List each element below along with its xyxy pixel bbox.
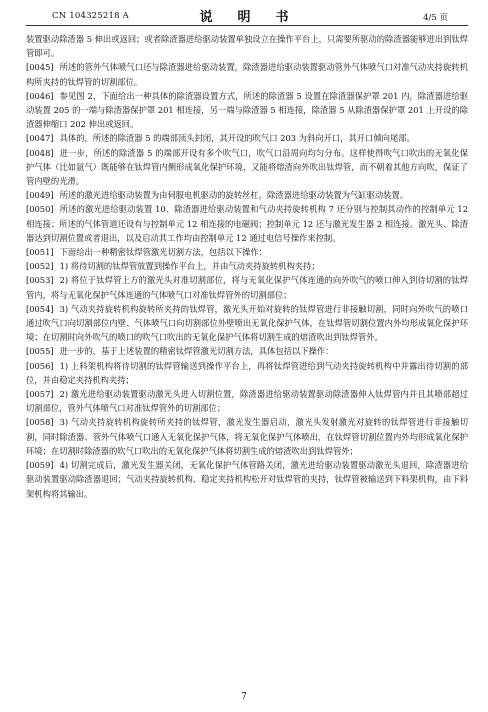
- paragraph-number: [0045]: [26, 62, 54, 73]
- paragraph-number: [0055]: [26, 346, 54, 357]
- paragraph-number: [0053]: [26, 275, 54, 286]
- paragraph-number: [0058]: [26, 417, 54, 428]
- paragraph-number: [0046]: [26, 90, 54, 101]
- paragraph-text: 装置驱动除渣器 5 伸出或返回；或者除渣器进给驱动装置单独设立在操作平台上，只需要所驱动的除渣器能够进出到钛焊管即可。: [26, 34, 468, 59]
- paragraph: [26, 32, 468, 60]
- paragraph-text: 2) 将位于钛焊管上方的激光头对准切割部位，将与无氧化保护气体连通的向外吹气的喷口伸入到待切割的钛焊管内，将与无氧化保护气体连通的气体喷气口对准钛焊管外的切割部位；: [26, 275, 468, 300]
- paragraph-number: [0047]: [26, 133, 54, 144]
- paragraph-text: 参见图 2，下面给出一种具体的除渣器设置方式，所述的除渣器 5 设置在除渣器保护罩 201 内，除渣器进给驱动装置 205 的一端与除渣器保护罩 201 相连接，另一端与除渣器 5 相连接，除渣器 5 从除渣器保护罩 201 上开设的除渣器伸缩口 202 伸出或返回。: [26, 90, 468, 130]
- paragraph-text: 2) 激光进给驱动装置驱动激光头进入切割位置，除渣器进给驱动装置驱动除渣器伸入钛焊管内并且其喷部超过切割部位，管外气体喷气口对准钛焊管外的切割部位；: [26, 389, 468, 414]
- paragraph-text: 1) 将待切割的钛焊管放置到操作平台上，并由气动夹持旋转机构夹持；: [59, 261, 320, 272]
- paragraph-text: 所述的管外气体喷气口还与除渣器进给驱动装置，除渣器进给驱动装置驱动管外气体喷气口对准气动夹持旋转机构所夹持的钛焊管的切割部位。: [26, 62, 468, 87]
- paragraph: [26, 202, 468, 245]
- paragraph-number: [0059]: [26, 460, 54, 471]
- paragraph: [26, 146, 468, 189]
- paragraph-text: 具体的，所述的除渣器 5 的端部顶头封闭，其开设的吹气口 203 为斜向开口，其开口倾向尾部。: [59, 133, 415, 144]
- paragraph-number: [0054]: [26, 303, 54, 314]
- paragraph: [26, 302, 468, 345]
- paragraph-text: 3) 气动夹持旋转机构旋转所夹持的钛焊管，激光发生器启动，激光头发射激光对旋转的钛焊管进行非接触切割，同时除渣器、管外气体喷气口通入无氧化保护气体，将无氧化保护气体喷出，在钛焊管切割位置内外均形成氧化保护环境；在切割时除渣器的吹气口吹出的无氧化保护气体将切割生成的熔渣吹出到钛焊管外；: [26, 417, 468, 456]
- paragraph: [26, 131, 468, 145]
- paragraph: [26, 415, 468, 458]
- paragraph: [26, 458, 468, 501]
- paragraph-text: 进一步的，基于上述装置的精密钛焊管激光切割方法，具体包括以下操作：: [59, 346, 334, 357]
- paragraph: [26, 89, 468, 132]
- paragraph-number: [0050]: [26, 204, 54, 215]
- paragraph-text: 所述的激光进给驱动装置 10、除渣器进给驱动装置和气动夹持旋转机构 7 还分别与控制其动作的控制单元 12 相连接；所述的气体管道还设有与控制单元 12 相连接的电磁阀；控制单元 12 还与激光发生器 2 相连接。激光头、除渣器达到切割位置或者退出，以及启动其工作均由控制单元 12 通过电信号操作来控制。: [26, 204, 468, 243]
- paragraph-text: 进一步，所述的除渣器 5 的端部开设有多个吹气口，吹气口沿周向均匀分布。这样使得吹气口吹出的无氧化保护气体（比如氩气）既能够在钛焊管内侧形成氧化保护环境，又能将熔渣向外吹出钛焊管，而不朝着其他方向吹，保证了管内壁的光滑。: [26, 147, 468, 187]
- paragraph-text: 下面给出一种精密钛焊管激光切割方法，包括以下操作：: [59, 247, 268, 258]
- paragraph: [26, 259, 468, 273]
- paragraph-text: 所述的激光进给驱动装置为由伺服电机驱动的旋转丝杠，除渣器进给驱动装置为气缸驱动装置。: [59, 190, 409, 201]
- paragraph-number: [0057]: [26, 389, 54, 400]
- paragraph-number: [0051]: [26, 247, 54, 258]
- document-body: [26, 32, 468, 501]
- paragraph: [26, 245, 468, 259]
- paragraph-number: [0052]: [26, 261, 54, 272]
- paragraph-text: 3) 气动夹持旋转机构旋转所夹持的钛焊管，激光头开始对旋转的钛焊管进行非接触切割，同时向外吹气的喷口通过吹气口向切割部位内壁、气体喷气口向切割部位外壁喷出无氧化保护气体，在钛焊管切割位置内外均形成氧化保护环境；在切割时向外吹气的喷口的吹气口吹出的无氧化保护气体将切割生成的熔渣吹出到钛焊管外。: [26, 303, 468, 343]
- paragraph: [26, 344, 468, 358]
- paragraph: [26, 188, 468, 202]
- paragraph-number: [0049]: [26, 190, 54, 201]
- paragraph-number: [0048]: [26, 147, 54, 158]
- patent-number: CN 104325218 A: [52, 11, 129, 21]
- paragraph: [26, 359, 468, 387]
- page-header: [26, 0, 468, 27]
- page-number: 7: [241, 692, 247, 702]
- paragraph: [26, 60, 468, 88]
- header-rule: [26, 25, 468, 26]
- paragraph: [26, 273, 468, 301]
- paragraph-text: 4) 切割完成后，激光发生器关闭，无氧化保护气体管路关闭，激光进给驱动装置驱动激光头退回，除渣器进给驱动装置驱动除渣器退回；气动夹持旋转机构、稳定夹持机构松开对钛焊管的夹持，钛焊管被输送到下料架机构，由下料架机构将其输出。: [26, 460, 468, 499]
- paragraph-text: 1) 上料架机构将待切割的钛焊管输送到操作平台上，再将钛焊管进给到气动夹持旋转机构中并露出待切割的部位，并由稳定夹持机构夹持；: [26, 360, 468, 385]
- paragraph-number: [0056]: [26, 360, 54, 371]
- page-fraction: 4/5 页: [423, 13, 448, 23]
- paragraph: [26, 387, 468, 415]
- document-title: 说 明 书: [199, 10, 295, 25]
